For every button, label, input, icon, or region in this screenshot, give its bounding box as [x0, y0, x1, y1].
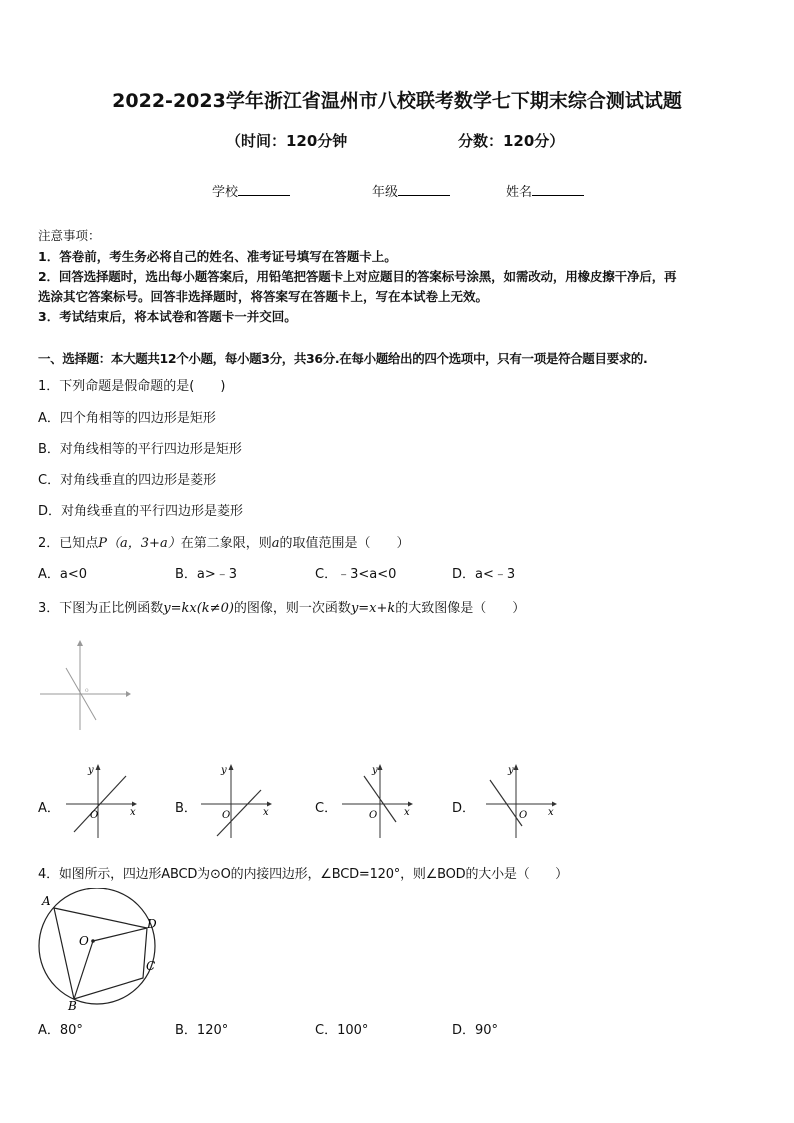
name-blank: [532, 183, 584, 196]
q4-quadrilateral: [54, 908, 147, 999]
q2-option-c: C．﹣3<a<0: [315, 567, 397, 582]
q3-stem: [38, 597, 525, 616]
notice-item-2: 2．回答选择题时，选出每小题答案后，用铅笔把答题卡上对应题目的答案标号涂黑，如需改动，用橡皮擦干净后，再: [38, 269, 677, 284]
q3-func1: y=kx(k≠0): [163, 601, 234, 616]
q3-option-d-label: D．: [452, 801, 476, 816]
q3-option-b-graph: [197, 760, 279, 842]
school-label: 学校: [212, 185, 239, 200]
name-label: 姓名: [506, 185, 533, 200]
q3-b-x-label: x: [263, 807, 269, 818]
q3-func2: y=x+k: [350, 601, 396, 616]
q4-label-a: A: [42, 894, 51, 908]
q4-label-d: D: [147, 917, 157, 931]
notice-item-1: 1．答卷前，考生务必将自己的姓名、准考证号填写在答题卡上。: [38, 249, 397, 264]
q3-option-b-label: B．: [175, 801, 197, 816]
q2-stem: [38, 532, 410, 551]
name-field: [506, 181, 584, 200]
time-label: （时间：120分钟: [226, 132, 348, 150]
q3-stem-part1: 3．下图为正比例函数: [38, 601, 164, 616]
score-label: 分数：120分）: [458, 132, 565, 150]
q4-label-b: B: [68, 999, 77, 1013]
q3-b-y-label: y: [221, 765, 227, 776]
exam-title: 2022-2023学年浙江省温州市八校联考数学七下期末综合测试试题: [112, 90, 682, 112]
q4-option-b: B．120°: [175, 1023, 229, 1038]
q2-option-a: A．a<0: [38, 567, 88, 582]
q3-option-a-label: A．: [38, 801, 60, 816]
q3-x-arrow: [126, 691, 131, 697]
q1-option-b: B．对角线相等的平行四边形是矩形: [38, 442, 242, 457]
q4-stem: 4．如图所示，四边形ABCD为⊙O的内接四边形，∠BCD=120°，则∠BOD的大小是（ ）: [38, 867, 568, 882]
grade-label: 年级: [372, 185, 399, 200]
q3-stem-part2: 的图像，则一次函数: [233, 601, 351, 616]
section-heading: 一、选择题：本大题共12个小题，每小题3分，共36分.在每小题给出的四个选项中，只有一项是符合题目要求的.: [38, 351, 648, 366]
q3-y-arrow: [77, 640, 83, 646]
q4-center-dot: [91, 939, 95, 943]
q3-a-origin-label: O: [90, 810, 99, 821]
q4-label-c: C: [146, 959, 156, 973]
q3-a-x-label: x: [130, 807, 136, 818]
grade-blank: [398, 183, 450, 196]
q4-option-d: D．90°: [452, 1023, 499, 1038]
q3-option-a-graph: [62, 760, 144, 842]
q3-proportional-graph: [36, 638, 136, 734]
q2-option-d: D．a<﹣3: [452, 567, 516, 582]
q2-stem-part1: 2．已知点: [38, 536, 99, 551]
q4-segment-od: [93, 928, 147, 941]
q3-option-d-graph: [482, 760, 564, 842]
q4-option-a: A．80°: [38, 1023, 83, 1038]
q3-stem-part3: 的大致图像是（ ）: [395, 601, 526, 616]
q4-circle-diagram: [32, 888, 167, 1013]
q4-option-c: C．100°: [315, 1023, 369, 1038]
q3-d-x-label: x: [548, 807, 554, 818]
q3-c-x-label: x: [404, 807, 410, 818]
grade-field: [372, 181, 450, 200]
q2-var: a: [271, 536, 280, 551]
school-field: [212, 181, 290, 200]
notice-item-2-cont: 选涂其它答案标号。回答非选择题时，将答案写在答题卡上，写在本试卷上无效。: [38, 289, 489, 304]
q3-option-c-graph: [338, 760, 420, 842]
q1-option-d: D．对角线垂直的平行四边形是菱形: [38, 504, 244, 519]
q1-stem: 1．下列命题是假命题的是( ): [38, 379, 226, 394]
q3-b-origin-label: O: [222, 810, 231, 821]
q2-stem-part3: 的取值范围是（ ）: [279, 536, 410, 551]
q2-stem-part2: 在第二象限，则: [180, 536, 272, 551]
q4-segment-ob: [74, 941, 93, 999]
q4-circle: [39, 888, 155, 1004]
q3-origin-label: o: [85, 687, 89, 694]
q3-d-y-label: y: [508, 765, 514, 776]
q3-d-origin-label: O: [519, 810, 528, 821]
q3-c-y-label: y: [372, 765, 378, 776]
q1-option-c: C．对角线垂直的四边形是菱形: [38, 473, 217, 488]
q3-a-y-label: y: [88, 765, 94, 776]
school-blank: [238, 183, 290, 196]
q3-option-c-label: C．: [315, 801, 338, 816]
notice-heading: 注意事项：: [38, 228, 101, 243]
q4-label-o: O: [79, 934, 89, 948]
notice-item-3: 3．考试结束后，将本试卷和答题卡一并交回。: [38, 309, 297, 324]
q2-point: P（a，3+a）: [98, 536, 181, 551]
q3-c-origin-label: O: [369, 810, 378, 821]
q1-option-a: A．四个角相等的四边形是矩形: [38, 411, 216, 426]
q2-option-b: B．a>﹣3: [175, 567, 238, 582]
